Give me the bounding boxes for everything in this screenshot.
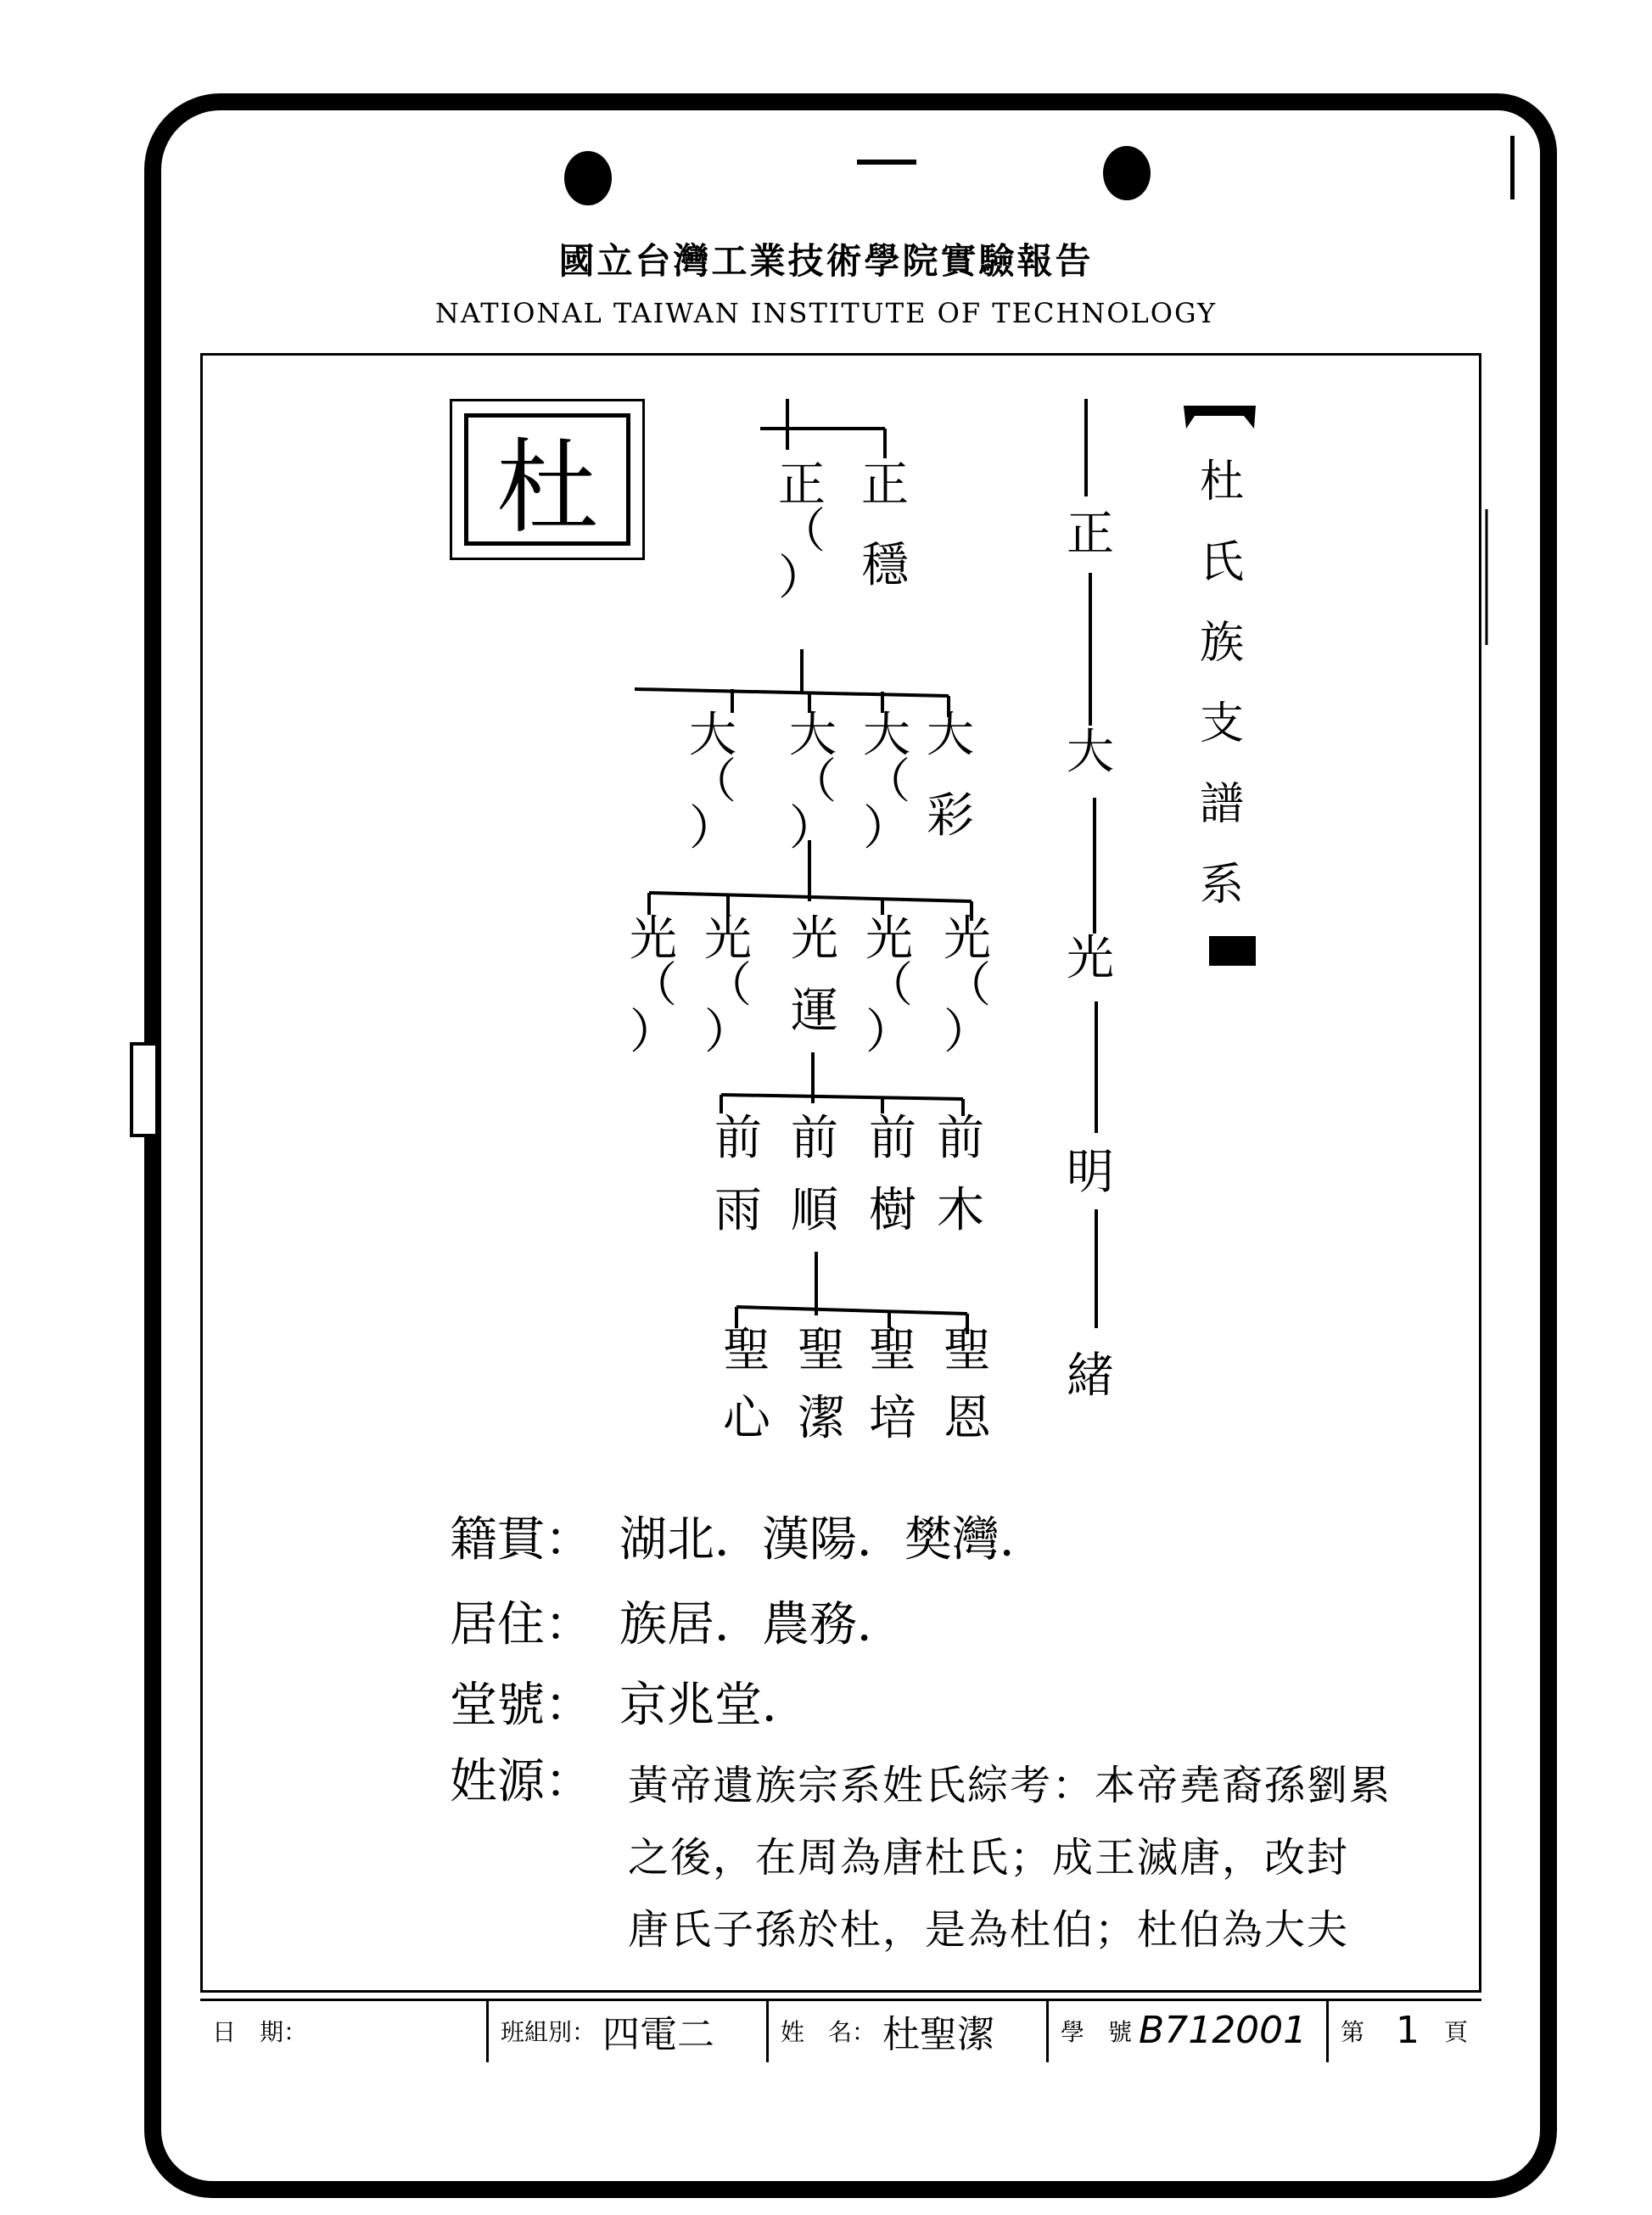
gen3-name: 光（）: [704, 911, 752, 1060]
hall-value: 京兆堂．: [619, 1678, 809, 1733]
surname-stamp-text: 杜: [464, 413, 630, 546]
generation-name: 正: [1067, 507, 1114, 562]
gen3-name: 光（）: [944, 911, 991, 1060]
date-cell: [200, 1999, 489, 2062]
name-label: 姓 名：: [781, 2017, 876, 2046]
hall-label: 堂號：: [450, 1678, 592, 1733]
student-id-cell: [1049, 1999, 1329, 2062]
gen1-name: 正穩: [861, 457, 909, 593]
vertical-title-char: 支: [1199, 698, 1245, 749]
gen4-name: 前木: [937, 1111, 984, 1238]
page-cell: [1329, 1999, 1481, 2062]
gen5-name: 聖培: [869, 1323, 916, 1446]
vertical-title-char: 譜: [1199, 779, 1245, 830]
tree-line: [635, 689, 949, 696]
class-cell: [489, 1999, 769, 2062]
gen5-name: 聖恩: [944, 1323, 991, 1446]
origin-row: [450, 1744, 619, 1812]
gen5-name: 聖潔: [798, 1323, 845, 1446]
report-title-zh: 國立台灣工業技術學院實驗報告: [558, 240, 1094, 282]
gen2-name: 大彩: [927, 708, 974, 844]
class-value: 四電二: [602, 2012, 715, 2056]
gen4-name: 前樹: [869, 1111, 916, 1238]
vertical-title-char: 族: [1199, 618, 1245, 669]
tree-lines: [635, 399, 1487, 1334]
page-label-after: 頁: [1443, 2017, 1468, 2046]
gen3-name: 光運: [791, 911, 838, 1039]
gen2-name: 大（）: [689, 708, 736, 856]
residence-label: 居住：: [450, 1597, 592, 1652]
vertical-title-char: 系: [1199, 860, 1245, 911]
residence-value: 族居．農務．: [619, 1597, 904, 1652]
gen4-name: 前雨: [714, 1111, 762, 1238]
student-id-value: B712001: [1139, 2009, 1308, 2052]
report-title-en: NATIONAL TAIWAN INSTITUTE OF TECHNOLOGY: [434, 297, 1218, 329]
residence-row: [450, 1587, 904, 1655]
generation-name: 大: [1067, 725, 1114, 780]
generation-name: 光: [1067, 931, 1114, 986]
gen5-name: 聖心: [723, 1323, 770, 1446]
native-place-row: [450, 1502, 1047, 1570]
vertical-title-char: 氏: [1199, 537, 1245, 588]
tree-line: [721, 1095, 963, 1099]
date-label: 日 期：: [212, 2017, 308, 2046]
gen3-name: 光（）: [630, 911, 677, 1060]
page-label-before: 第: [1341, 2017, 1365, 2046]
class-label: 班組別：: [501, 2017, 596, 2046]
name-value: 杜聖潔: [882, 2012, 995, 2056]
generation-name: 明: [1067, 1145, 1114, 1200]
native-place-value: 湖北．漢陽．樊灣．: [619, 1512, 1047, 1567]
tree-text: [630, 457, 1244, 1446]
origin-line-3: 唐氏子孫於杜，是為杜伯；杜伯為大夫: [628, 1906, 1350, 1954]
origin-line-2: 之後，在周為唐杜氏；成王滅唐，改封: [628, 1834, 1350, 1881]
title-ornament-top: [1184, 406, 1256, 429]
generation-name: 緒: [1067, 1349, 1114, 1404]
name-cell: [769, 1999, 1049, 2062]
title-ornament-bottom: [1209, 936, 1256, 966]
gen4-name: 前順: [791, 1111, 838, 1238]
native-place-label: 籍貫：: [450, 1512, 592, 1567]
page-value: 1: [1396, 2009, 1420, 2052]
vertical-title-char: 杜: [1199, 457, 1245, 507]
origin-label: 姓源：: [450, 1754, 592, 1809]
origin-line-1: 黃帝遺族宗系姓氏綜考：本帝堯裔孫劉累: [628, 1762, 1392, 1809]
gen2-name: 大（）: [863, 708, 910, 856]
hall-row: [450, 1668, 809, 1736]
gen2-name: 大（）: [789, 708, 837, 856]
gen3-name: 光（）: [865, 911, 913, 1060]
footer-form: [200, 1999, 1481, 2062]
tree-line: [736, 1307, 967, 1314]
student-id-label: 學 號: [1061, 2017, 1133, 2046]
gen1-name: 正（）: [778, 457, 826, 606]
